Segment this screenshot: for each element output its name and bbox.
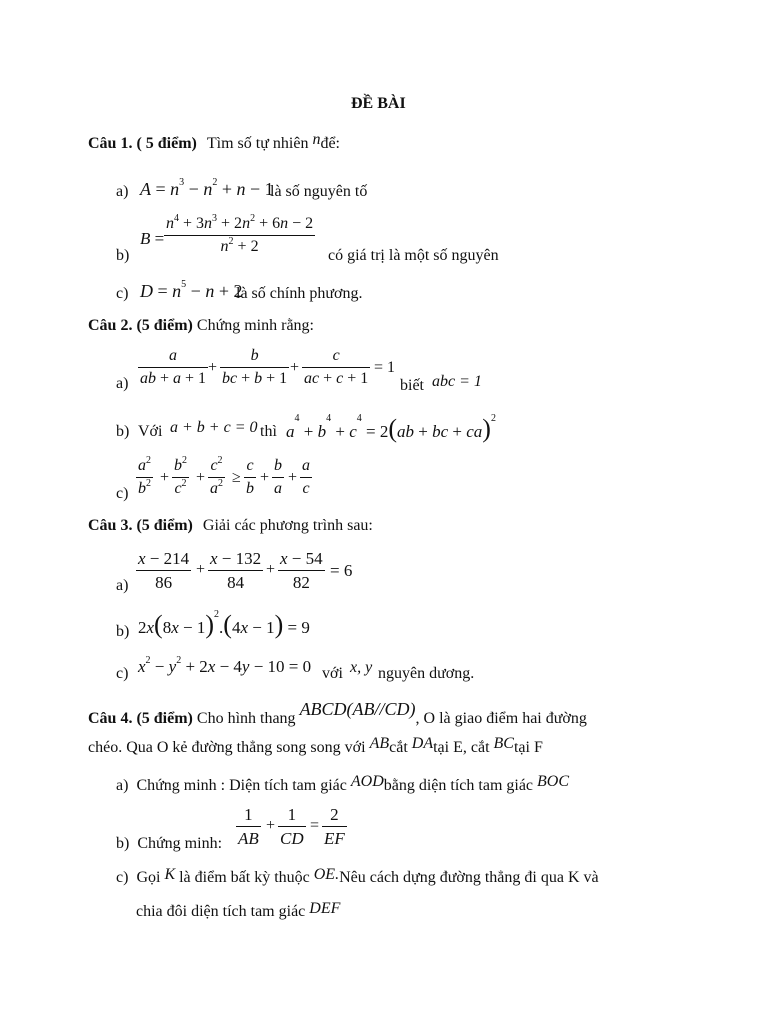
q3-header [88,518,373,534]
q4-a-text: Chứng minh : Diện tích tam giác [136,777,347,794]
q3-c-text: nguyên dương. [378,665,475,682]
q3-a-frac2: $\frac{x - 132}{84}$ [210,549,262,592]
q4-c-text1: Gọi [136,869,161,886]
q2-heading: Câu 2. (5 điểm) [88,317,193,334]
q4-taiE: tại E, cắt [433,739,490,756]
q2-c-plus3: + [260,469,270,486]
page-title: ĐỀ BÀI [351,95,406,112]
q1-header [88,131,340,152]
q4-b-frac2: $\frac{1}{CD}$ [280,805,304,848]
q1-b-fraction: $\frac{n^4 + 3n^3 + 2n^2 + 6n - 2}{n^2 + 2}$ [166,213,314,255]
q2-c-plus1: + [160,469,170,486]
q3-c-label: c) [116,665,129,682]
q4-a-line [116,773,570,794]
q3-a-plus1: + [196,561,206,578]
q2-header [88,318,314,334]
q1-c-text: là số chính phương. [236,285,363,302]
q4-c-label: c) [116,869,129,886]
q4-b-frac3: $\frac{2}{EF}$ [324,805,345,848]
q4-k: K [164,866,176,883]
q2-a-frac1: $\frac{a}{ab + a + 1}$ [140,347,207,387]
q3-b-label: b) [116,623,130,640]
q4-a-label: a) [116,777,129,794]
q4-c-line [116,866,599,886]
q2-c-frac4: $\frac{c}{b}$ [246,457,254,497]
q4-line1-end: , O là giao điểm hai đường [415,710,587,727]
q1-prompt-end: để: [320,135,340,152]
q4-b-eq: = [310,817,320,834]
q4-b-label: b) [116,835,130,852]
q2-c-frac5: $\frac{b}{a}$ [274,457,282,497]
q2-c-plus2: + [196,469,206,486]
q4-b-plus: + [266,817,276,834]
q4-taiF: tại F [513,739,543,756]
q2-c-geq: ≥ [232,469,241,486]
q3-b-formula: $2x(8x - 1)^2.(4x - 1) = 9$ [138,609,310,639]
q4-prompt: Cho hình thang [196,710,296,727]
q2-b-cond: a + b + c = 0 [170,419,258,436]
q3-c-vars: x, y [350,659,373,676]
q3-c-formula: $x^2 - y^2 + 2x - 4y - 10 = 0$ [138,655,312,676]
q1-b-text: có giá trị là một số nguyên [328,247,499,264]
q4-c-line2 [136,900,341,920]
q3-heading: Câu 3. (5 điểm) [88,517,193,534]
q4-bc: BC [493,735,514,752]
q1-b-lhs: B = [140,229,165,248]
q2-a-plus1: + [208,359,218,376]
q2-a-frac2: $\frac{b}{bc + b + 1}$ [222,347,288,387]
q3-a-rhs: = 6 [330,561,353,580]
q1-c-formula: $D = n^5 - n + 2$ [140,279,243,301]
q4-b-text: Chứng minh: [137,835,223,852]
q2-a-plus2: + [290,359,300,376]
q2-b-with: Với [138,423,163,440]
q4-def: DEF [309,900,341,917]
q2-c-frac1: $\frac{a^2}{b^2}$ [138,455,151,497]
q2-a-cond: abc = 1 [432,373,482,390]
q2-b-then: thì [260,423,277,440]
q3-prompt: Giải các phương trình sau: [202,517,373,534]
q1-a-label: a) [116,183,129,200]
q1-prompt: Tìm số tự nhiên [206,135,309,152]
q2-a-eq: = 1 [374,359,396,376]
q4-c-text2: là điểm bất kỳ thuộc [179,869,310,886]
q4-a-mid: bằng diện tích tam giác [383,777,534,794]
q4-oe: OE. [313,866,340,883]
q4-c-text3: Nêu cách dựng đường thẳng đi qua K và [339,869,599,886]
q3-a-plus2: + [266,561,276,578]
q4-heading: Câu 4. (5 điểm) [88,710,193,727]
q1-b-label: b) [116,247,130,264]
q4-c-line2-text: chia đôi diện tích tam giác [136,903,306,920]
q2-prompt: Chứng minh rằng: [196,317,314,334]
q2-a-mid: biết [400,377,424,394]
q1-a-text: là số nguyên tố [270,183,368,200]
q4-line2 [88,735,543,756]
q2-c-frac6: $\frac{a}{c}$ [302,457,310,497]
q2-c-frac3: $\frac{c^2}{a^2}$ [210,455,223,497]
q4-ab: AB [369,735,390,752]
q4-da: DA [411,735,434,752]
q2-a-label: a) [116,375,129,392]
q4-b-line [116,836,222,852]
q2-c-label: c) [116,485,129,502]
q2-a-frac3: $\frac{c}{ac + c + 1}$ [304,347,369,387]
q3-a-frac1: $\frac{x - 214}{86}$ [138,549,190,592]
q3-c-with: với [322,665,343,682]
q1-c-label: c) [116,285,129,302]
q1-heading: Câu 1. ( 5 điểm) [88,135,197,152]
q2-b-label: b) [116,423,130,440]
q2-c-plus4: + [288,469,298,486]
q4-line2-a: chéo. Qua O kẻ đường thẳng song song với [88,739,366,756]
q2-c-frac2: $\frac{b^2}{c^2}$ [174,455,187,497]
q4-boc: BOC [537,773,570,790]
q4-trapezoid: ABCD(AB//CD) [299,699,416,719]
q1-var-n: n [312,131,321,148]
q1-a-formula: $A = n^3 - n^2 + n - 1$ [140,177,274,199]
q4-b-frac1: $\frac{1}{AB}$ [238,805,259,848]
q3-a-label: a) [116,577,129,594]
q4-aod: AOD [350,773,384,790]
q2-b-formula: $a^4 + b^4 + c^4 = 2(ab$ + bc + ca)$^2$ [286,413,496,443]
q3-a-frac3: $\frac{x - 54}{82}$ [280,549,323,592]
q4-line1 [88,699,587,727]
q4-cat: cắt [389,739,408,756]
